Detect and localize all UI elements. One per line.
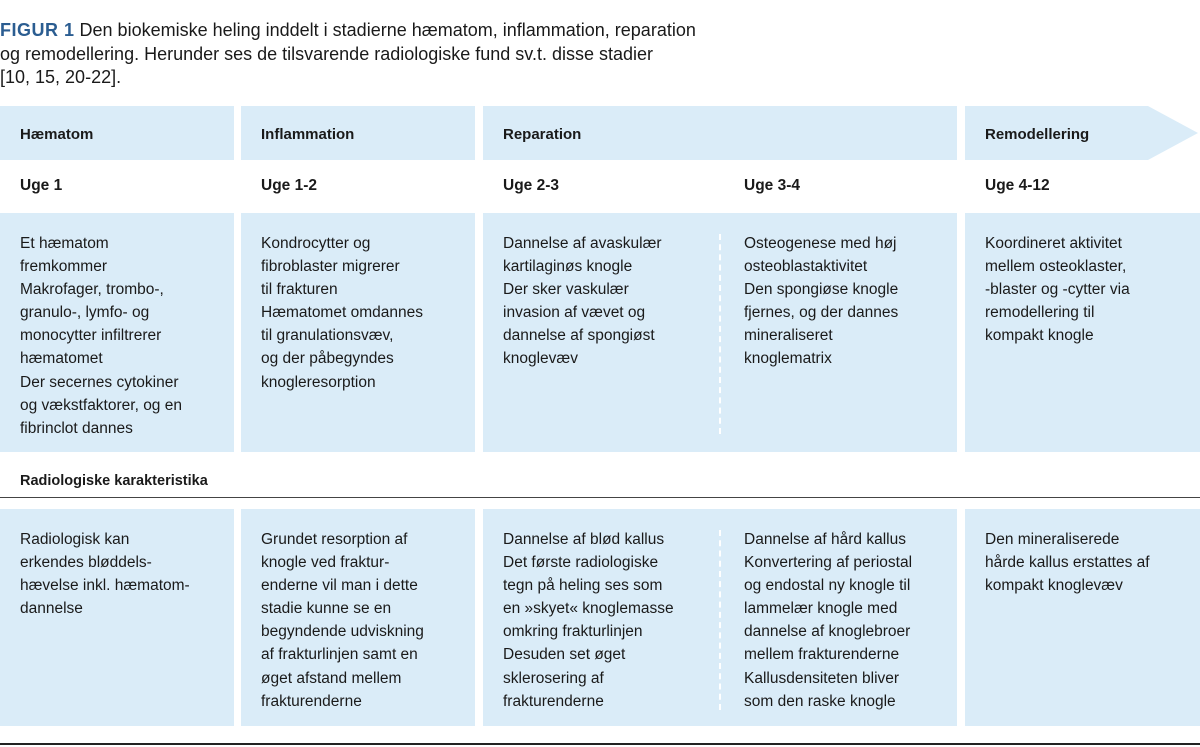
figure-label: FIGUR 1 — [0, 20, 75, 40]
figure-caption — [0, 19, 800, 90]
week-label: Uge 3-4 — [744, 177, 800, 194]
caption-line-2: og remodellering. Herunder ses de tilsvarende radiologiske fund sv.t. disse stadier — [0, 43, 654, 64]
stage-label-remodelling: Remodellering — [985, 126, 1090, 143]
radiology-text-hematoma: Radiologisk kan erkendes bløddels- hævelse inkl. hæmatom- dannelse — [20, 531, 190, 618]
week-label: Uge 1 — [20, 177, 63, 194]
stage-label-inflammation: Inflammation — [261, 126, 355, 143]
radiology-text-remodelling: Den mineraliserede hårde kallus erstattes af kompakt knoglevæv — [985, 531, 1150, 595]
week-divider — [719, 234, 721, 434]
biochem-text-remodelling: Koordineret aktivitet mellem osteoklaster, -blaster og -cytter via remodellering til kompakt knogle — [985, 235, 1130, 345]
biochem-text-inflammation: Kondrocytter og fibroblaster migrerer til frakturen Hæmatomet omdannes til granulationsvæv, og der påbegyndes knogleresorption — [261, 235, 423, 391]
biochem-text-reparation-early: Dannelse af avaskulær kartilaginøs knogle Der sker vaskulær invasion af vævet og dannelse af spongiøst knoglevæv — [503, 235, 662, 368]
biochem-text-reparation-late: Osteogenese med høj osteoblastaktivitet Den spongiøse knogle fjernes, og der dannes mineraliseret knoglematrix — [744, 235, 899, 368]
week-label: Uge 2-3 — [503, 177, 559, 194]
week-divider — [719, 530, 721, 710]
week-label: Uge 4-12 — [985, 177, 1050, 194]
radiology-text-reparation-late: Dannelse af hård kallus Konvertering af periostal og endostal ny knogle til lammelær knogle med dannelse af knoglebroer mellem frakturenderne Kallusdensiteten bliver som den raske knogle — [744, 531, 913, 710]
biochem-text-hematoma: Et hæmatom fremkommer Makrofager, trombo-, granulo-, lymfo- og monocytter infiltrerer hæmatomet Der secernes cytokiner og vækstfaktorer, og en fibrinclot dannes — [20, 235, 182, 437]
bottom-rule — [0, 743, 1200, 745]
radiology-text-reparation-early: Dannelse af blød kallus Det første radiologiske tegn på heling ses som en »skyet« knoglemasse omkring frakturlinjen Desuden set øget sklerosering af frakturenderne — [503, 531, 674, 710]
radiology-heading: Radiologiske karakteristika — [20, 473, 208, 489]
caption-line-3: [10, 15, 20-22]. — [0, 67, 122, 87]
radiology-divider — [0, 497, 1200, 498]
caption-line-1: FIGUR 1 Den biokemiske heling inddelt i stadierne hæmatom, inflammation, reparation — [0, 20, 696, 40]
week-label: Uge 1-2 — [261, 177, 317, 194]
radiology-text-inflammation: Grundet resorption af knogle ved fraktur- enderne vil man i dette stadie kunne se en begyndende udviskning af frakturlinjen samt en øget afstand mellem frakturenderne — [261, 531, 424, 710]
stage-label-hematoma: Hæmatom — [20, 126, 94, 143]
stage-label-reparation: Reparation — [503, 126, 582, 143]
